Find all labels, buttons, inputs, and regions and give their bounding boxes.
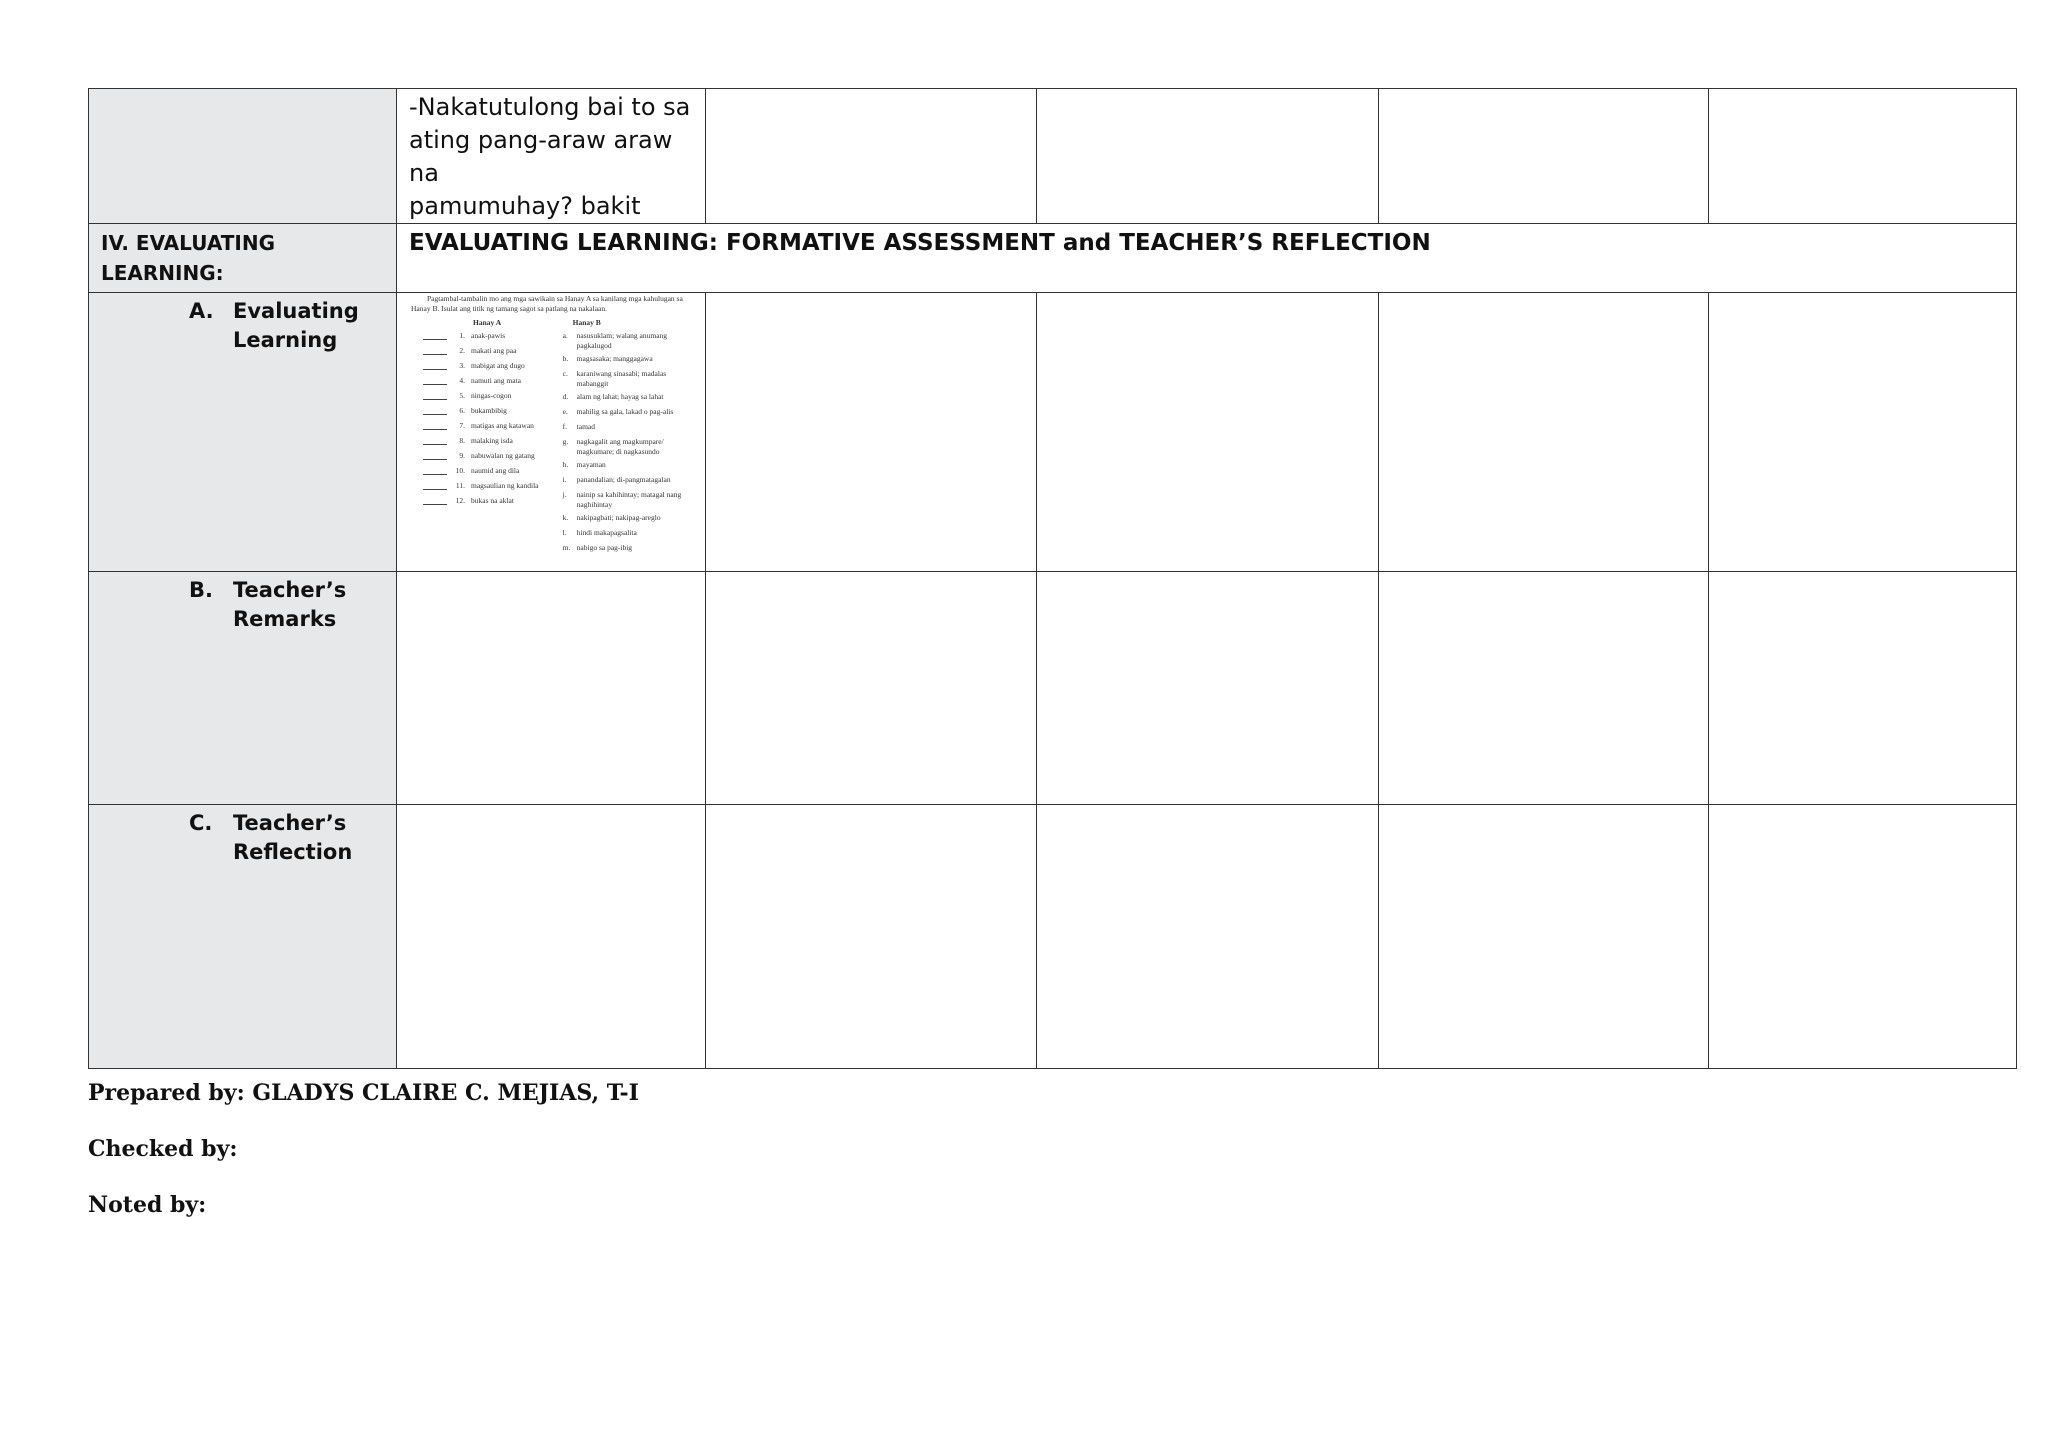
day-cell	[1037, 572, 1379, 805]
quiz-item-a	[423, 406, 563, 421]
day-cell	[1709, 572, 2017, 805]
quiz-item-a	[423, 376, 563, 391]
quiz-item-number: 2.	[459, 346, 465, 355]
quiz-item-number: 12.	[455, 496, 465, 505]
quiz-item-b	[563, 407, 693, 419]
day-cell	[397, 805, 706, 1069]
quiz-item-number: 1.	[459, 331, 465, 340]
noted-by: Noted by:	[88, 1192, 207, 1218]
teachers-reflection-text	[233, 809, 373, 867]
quiz-columns	[411, 318, 693, 558]
answer-blank	[423, 421, 447, 430]
section-iv-heading: EVALUATING LEARNING: FORMATIVE ASSESSMENT and TEACHER’S REFLECTION	[409, 230, 1431, 256]
checked-by: Checked by:	[88, 1136, 238, 1162]
teachers-remarks-label-cell	[89, 572, 397, 805]
quiz-item-meaning: mahilig sa gala, lakad o pag-alis	[576, 407, 674, 416]
quiz-item-letter: f.	[562, 422, 568, 431]
day-cell	[1037, 293, 1379, 572]
answer-blank	[423, 466, 447, 475]
day-cell	[1709, 805, 2017, 1069]
quiz-item-letter: h.	[562, 460, 569, 469]
quiz-item-text: mabigat ang dugo	[471, 361, 525, 370]
quiz-item-meaning: tamad	[576, 422, 595, 431]
teachers-remarks-text	[233, 576, 373, 634]
quiz-item-meaning: nakipagbati; nakipag-areglo	[576, 513, 661, 522]
quiz-item-text: magsaulian ng kandila	[471, 481, 539, 490]
quiz-item-a	[423, 436, 563, 451]
quiz-item-a	[423, 391, 563, 406]
quiz-item-number: 10.	[455, 466, 465, 475]
section-iv-label	[89, 224, 396, 292]
quiz-item-letter: k.	[562, 513, 569, 522]
quiz-item-a	[423, 346, 563, 361]
answer-blank	[423, 406, 447, 415]
quiz-item-number: 7.	[459, 421, 465, 430]
quiz-item-b	[563, 354, 693, 366]
quiz-column-b	[563, 318, 693, 558]
quiz-item-letter: e.	[562, 407, 568, 416]
quiz-item-text: anak-pawis	[471, 331, 506, 340]
quiz-item-meaning: nasusuklam; walang anumang pagkalugod	[576, 331, 668, 350]
continuation-line-2: ating pang-araw araw na	[409, 126, 673, 187]
row-teachers-reflection	[89, 805, 2017, 1069]
quiz-column-a	[411, 318, 563, 558]
quiz-item-a	[423, 466, 563, 481]
quiz-item-meaning: nagkagalit ang magkumpare/ magkumare; di nagkasundo	[576, 437, 664, 456]
quiz-item-number: 6.	[459, 406, 465, 415]
quiz-item-letter: m.	[562, 543, 571, 552]
row-teachers-remarks	[89, 572, 2017, 805]
quiz-item-b	[563, 543, 693, 555]
row-evaluating-learning	[89, 293, 2017, 572]
quiz-item-b	[563, 392, 693, 404]
evaluating-learning-text	[233, 297, 373, 355]
quiz-item-text: naumid ang dila	[471, 466, 520, 475]
quiz-item-meaning: panandalian; di-pangmatagalan	[576, 475, 671, 484]
quiz-item-letter: a.	[562, 331, 568, 340]
quiz-item-b	[563, 513, 693, 525]
answer-blank	[423, 436, 447, 445]
teachers-reflection-label-cell	[89, 805, 397, 1069]
quiz-image	[397, 293, 705, 558]
evaluating-learning-label-cell	[89, 293, 397, 572]
quiz-item-meaning: hindi makapagsalita	[576, 528, 637, 537]
quiz-item-a	[423, 331, 563, 346]
quiz-item-text: bukas na aklat	[471, 496, 514, 505]
answer-blank	[423, 496, 447, 505]
answer-blank	[423, 391, 447, 400]
quiz-item-number: 3.	[459, 361, 465, 370]
quiz-item-meaning: magsasaka; manggagawa	[576, 354, 653, 363]
quiz-item-meaning: nabigo sa pag-ibig	[576, 543, 633, 552]
teachers-reflection-label	[89, 805, 396, 867]
teachers-reflection-line-1: Teacher’s	[233, 811, 347, 835]
continuation-label-cell	[89, 89, 397, 224]
quiz-item-text: namuti ang mata	[471, 376, 521, 385]
quiz-column-a-header: Hanay A	[473, 318, 502, 327]
quiz-item-b	[563, 528, 693, 540]
day-cell	[706, 293, 1037, 572]
quiz-item-text: bukambibig	[471, 406, 507, 415]
day-cell	[1709, 89, 2017, 224]
prepared-by: Prepared by: GLADYS CLAIRE C. MEJIAS, T-I	[88, 1080, 639, 1106]
quiz-item-meaning: karaniwang sinasabi; madalas mabanggit	[576, 369, 667, 388]
quiz-item-letter: d.	[562, 392, 569, 401]
quiz-item-b	[563, 460, 693, 472]
quiz-item-letter: c.	[562, 369, 568, 378]
quiz-item-a	[423, 361, 563, 376]
evaluating-learning-line-2: Learning	[233, 328, 338, 352]
teachers-reflection-line-2: Reflection	[233, 840, 353, 864]
day-cell	[397, 572, 706, 805]
quiz-item-letter: b.	[562, 354, 569, 363]
quiz-item-a	[423, 451, 563, 466]
lesson-log-table	[88, 88, 2017, 1069]
quiz-item-text: matigas ang katawan	[471, 421, 534, 430]
quiz-item-letter: i.	[562, 475, 567, 484]
quiz-item-b	[563, 475, 693, 487]
day-cell	[706, 572, 1037, 805]
quiz-item-number: 4.	[459, 376, 465, 385]
quiz-item-b	[563, 490, 693, 510]
continuation-line-3: pamumuhay? bakit	[409, 192, 641, 220]
answer-blank	[423, 451, 447, 460]
day-cell	[1379, 805, 1709, 1069]
quiz-column-b-list	[563, 331, 693, 555]
section-iv-label-line-1: IV. EVALUATING	[101, 231, 275, 255]
quiz-item-b	[563, 422, 693, 434]
quiz-item-text: makati ang paa	[471, 346, 517, 355]
quiz-column-b-header: Hanay B	[572, 318, 601, 327]
quiz-item-meaning: alam ng lahat; hayag sa lahat	[576, 392, 664, 401]
continuation-row	[89, 89, 2017, 224]
quiz-instruction: Pagtambal-tambalin mo ang mga sawikain sa Hanay A sa kanilang mga kahulugan sa Hanay B. Isulat ang titik ng tamang sagot sa patlang na nakalaan.	[411, 294, 683, 313]
quiz-column-a-list	[423, 331, 563, 511]
day-cell	[706, 89, 1037, 224]
day-cell	[1037, 89, 1379, 224]
quiz-item-number: 5.	[459, 391, 465, 400]
quiz-item-letter: j.	[562, 490, 567, 499]
day-cell	[1379, 89, 1709, 224]
teachers-remarks-line-1: Teacher’s	[233, 578, 347, 602]
day-cell	[1709, 293, 2017, 572]
day-cell	[1379, 572, 1709, 805]
answer-blank	[423, 376, 447, 385]
quiz-item-a	[423, 496, 563, 511]
section-iv-row	[89, 224, 2017, 293]
teachers-remarks-label	[89, 572, 396, 634]
quiz-item-b	[563, 369, 693, 389]
answer-blank	[423, 331, 447, 340]
answer-blank	[423, 346, 447, 355]
row-letter-b: B.	[189, 578, 213, 602]
continuation-content-cell	[397, 89, 706, 224]
quiz-item-meaning: mayaman	[576, 460, 606, 469]
section-iv-label-cell	[89, 224, 397, 293]
quiz-item-number: 8.	[459, 436, 465, 445]
quiz-item-text: malaking isda	[471, 436, 513, 445]
day-cell	[1379, 293, 1709, 572]
section-iv-label-line-2: LEARNING:	[101, 261, 224, 285]
quiz-item-number: 9.	[459, 451, 465, 460]
day-cell	[1037, 805, 1379, 1069]
quiz-item-text: ningas-cogon	[471, 391, 512, 400]
evaluating-learning-label	[89, 293, 396, 355]
quiz-item-letter: l.	[562, 528, 567, 537]
quiz-item-text: nabuwalan ng gatang	[471, 451, 535, 460]
answer-blank	[423, 361, 447, 370]
quiz-item-a	[423, 481, 563, 496]
quiz-cell	[397, 293, 706, 572]
quiz-item-meaning: nainip sa kahihintay; matagal nang naghihintay	[576, 490, 682, 509]
quiz-item-b	[563, 331, 693, 351]
day-cell	[706, 805, 1037, 1069]
quiz-item-b	[563, 437, 693, 457]
section-iv-heading-cell	[397, 224, 2017, 293]
quiz-item-letter: g.	[562, 437, 569, 446]
evaluating-learning-line-1: Evaluating	[233, 299, 359, 323]
dll-page	[88, 88, 2016, 1069]
quiz-item-a	[423, 421, 563, 436]
row-letter-c: C.	[189, 811, 213, 835]
answer-blank	[423, 481, 447, 490]
row-letter-a: A.	[189, 299, 214, 323]
continuation-line-1: -Nakatutulong bai to sa	[409, 93, 691, 121]
continuation-text	[397, 89, 705, 223]
quiz-item-number: 11.	[455, 481, 465, 490]
teachers-remarks-line-2: Remarks	[233, 607, 337, 631]
